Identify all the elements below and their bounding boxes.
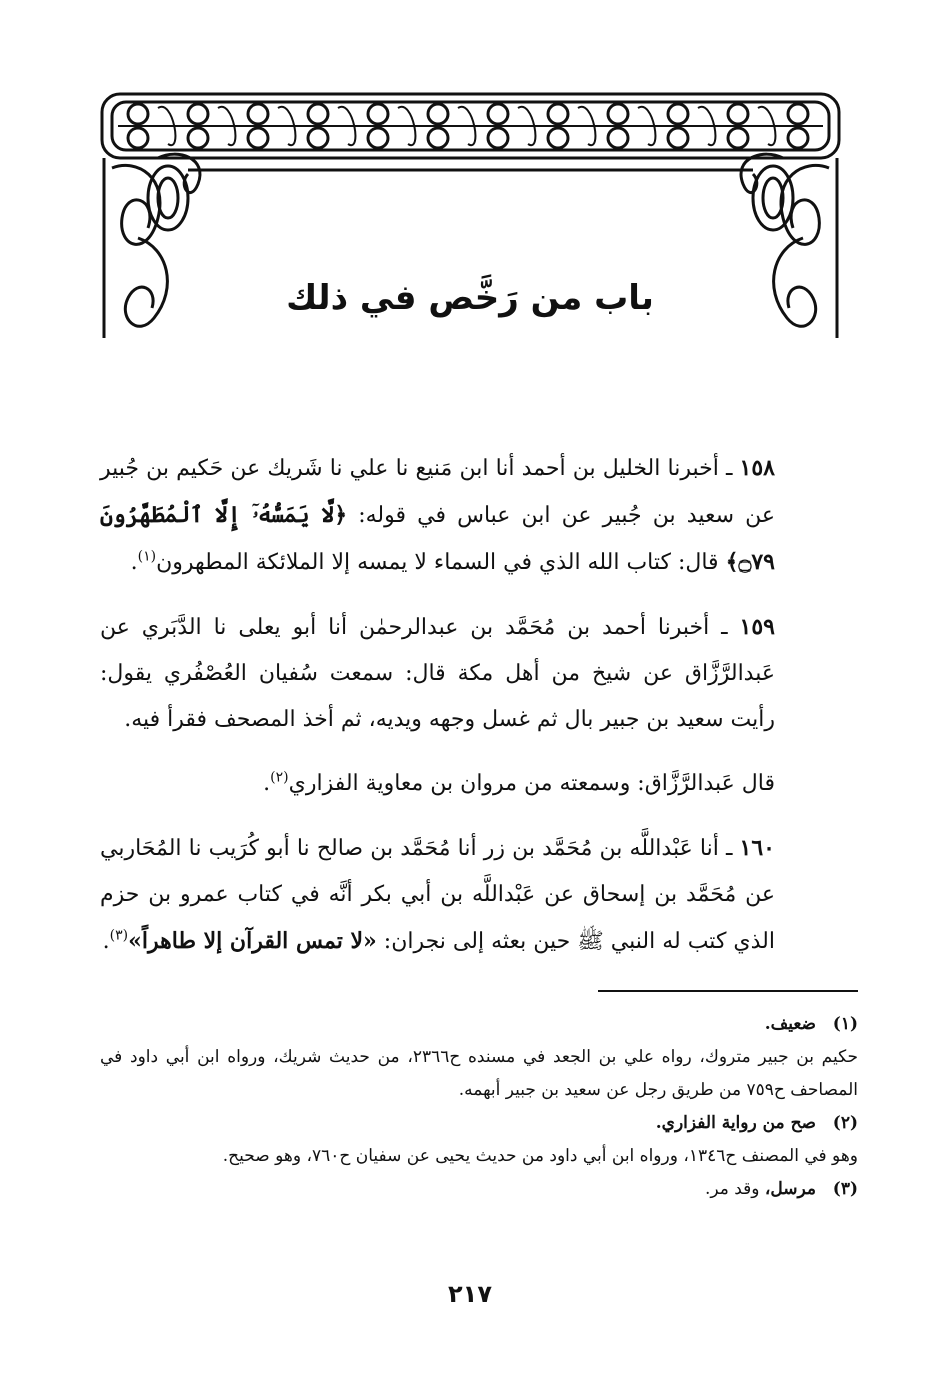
- main-text: [100, 445, 835, 983]
- footnote-3-detail: وقد مر.: [704, 1179, 765, 1199]
- quran-verse: ﴿لَّا يَمَسُّهُۥٓ إِلَّا ٱلْمُطَهَّرُونَ ۝٧٩﴾: [100, 502, 775, 575]
- sentence-end: .: [130, 550, 138, 575]
- footnote-ref: (٣): [109, 927, 129, 944]
- hadith-text: ـ أخبرنا أحمد بن مُحَمَّد بن عبدالرحمٰن أنا أبو يعلى نا الدَّبَري عن عَبدالرَّزَّاق عن شيخ من أهل مكة قال: سمعت سُفيان العُصْفُري يقول: رأيت سعيد بن جبير بال ثم غسل وجهه ويديه، ثم أخذ المصحف فقرأ فيه.: [100, 615, 775, 732]
- footnote-ref: (٢): [270, 769, 289, 786]
- footnote-grade: صح من رواية الفزاري.: [655, 1113, 816, 1133]
- footnote-marker: (١): [832, 1014, 858, 1034]
- footnote-3: [100, 1173, 858, 1206]
- hadith-text: قال: كتاب الله الذي في السماء لا يمسه إلا الملائكة المطهرون: [156, 550, 726, 575]
- hadith-159-note: [100, 761, 835, 807]
- hadith-number: ١٦٠: [739, 835, 775, 861]
- footnote-ref: (١): [137, 548, 157, 565]
- footnote-marker: (٣): [832, 1179, 858, 1199]
- footnote-1-detail: حكيم بن جبير متروك، رواه علي بن الجعد في مسنده ح٢٣٦٦، من حديث شريك، ورواه ابن أبي داود في المصاحف ح٧٥٩ من طريق رجل عن سعيد بن جبير أبهمه.: [100, 1047, 858, 1100]
- hadith-text: ـ أنا عَبْداللَّه بن مُحَمَّد بن زر أنا مُحَمَّد بن صالح نا أبو كُرَيب نا المُحَاربي عن مُحَمَّد بن إسحاق عن عَبْداللَّه بن أبي بكر أنَّه في كتاب عمرو بن حزم الذي كتب له النبي ﷺ حين بعثه إلى نجران:: [100, 836, 775, 954]
- footnote-marker: (٢): [832, 1113, 858, 1133]
- footnote-separator: [598, 990, 858, 992]
- page-number: ٢١٧: [448, 1280, 492, 1308]
- footnote-1: [100, 1008, 858, 1041]
- hadith-text: قال عَبدالرَّزَّاق: وسمعته من مروان بن معاوية الفزاري: [288, 771, 775, 796]
- prophetic-quote: «لا تمس القرآن إلا طاهراً»: [128, 928, 377, 954]
- sentence-end: .: [102, 929, 110, 954]
- hadith-158: [100, 445, 835, 586]
- footnote-grade: مرسل،: [764, 1179, 816, 1199]
- footnote-2-detail: وهو في المصنف ح١٣٤٦، ورواه ابن أبي داود من حديث يحيى عن سفيان ح٧٦٠، وهو صحيح.: [222, 1146, 858, 1166]
- hadith-159: [100, 604, 835, 743]
- footnotes: [100, 1008, 858, 1206]
- sentence-end: .: [263, 771, 271, 796]
- hadith-number: ١٥٨: [739, 455, 775, 481]
- footnote-2: [100, 1107, 858, 1140]
- hadith-text: ـ أخبرنا الخليل بن أحمد أنا ابن مَنيع نا علي نا شَريك عن حَكيم بن جُبير عن سعيد بن جُبير عن ابن عباس في قوله:: [100, 456, 775, 528]
- hadith-number: ١٥٩: [739, 614, 775, 640]
- footnote-grade: ضعيف.: [764, 1014, 816, 1034]
- chapter-title: باب من رَخَّص في ذلك: [286, 278, 654, 318]
- hadith-160: [100, 825, 835, 965]
